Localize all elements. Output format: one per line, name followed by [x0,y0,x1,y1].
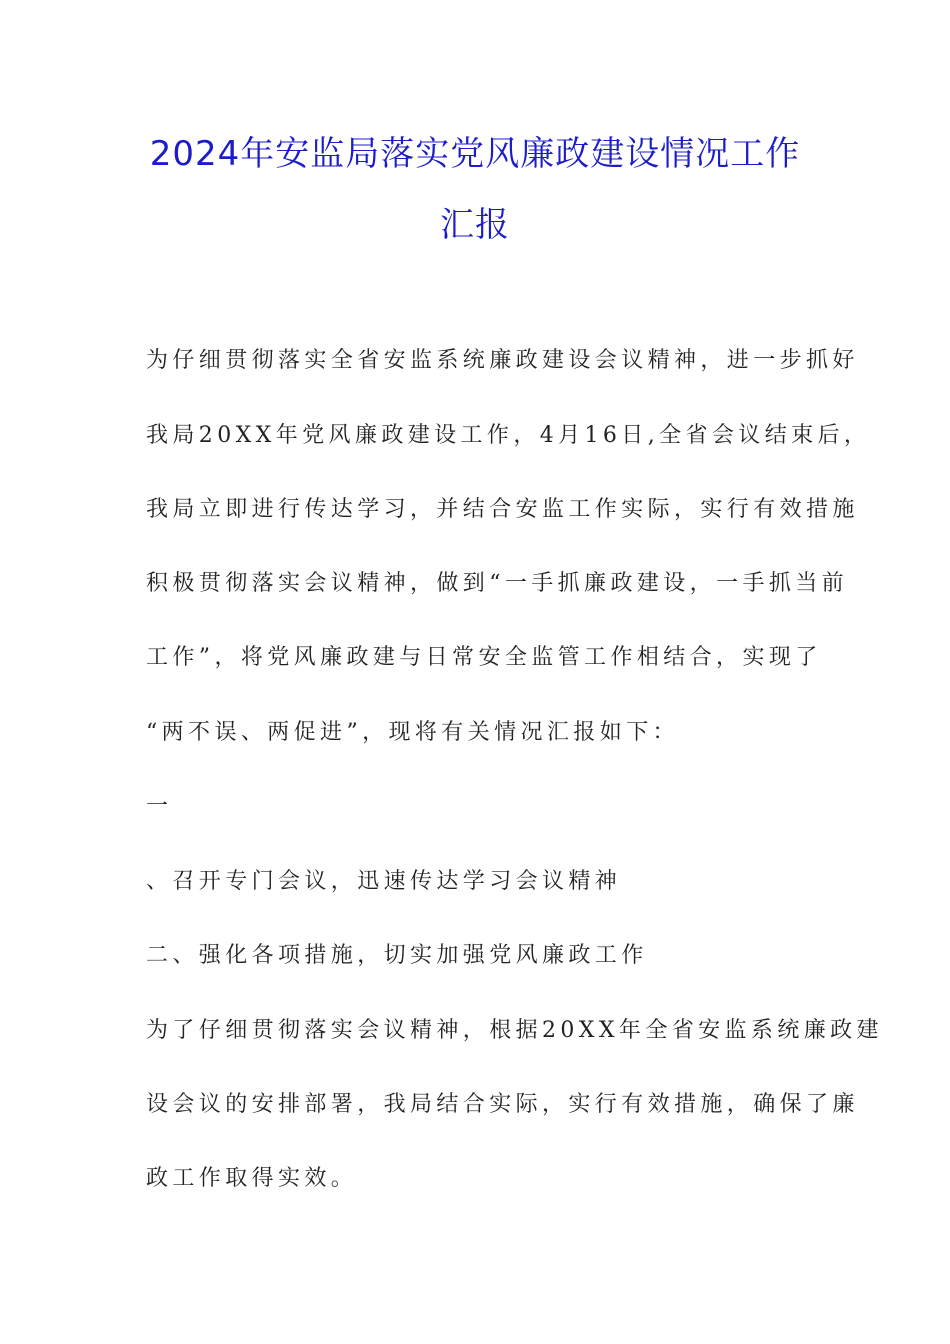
body-line-5: 工作”，将党风廉政建与日常安全监管工作相结合，实现了 [146,645,822,670]
section-heading-two: 二、强化各项措施，切实加强党风廉政工作 [146,943,648,968]
body-line-9: 政工作取得实效。 [146,1166,358,1191]
body-line-4: 积极贯彻落实会议精神，做到“一手抓廉政建设，一手抓当前 [146,571,849,596]
document-title-line-2: 汇报 [440,205,510,245]
body-line-7: 为了仔细贯彻落实会议精神，根据20XX年全省安监系统廉政建 [146,1018,883,1043]
section-number-one: 一 [146,794,173,819]
body-line-6: “两不误、两促进”，现将有关情况汇报如下： [146,720,679,745]
document-title-line-1: 2024年安监局落实党风廉政建设情况工作 [149,134,801,174]
section-heading-one: 、召开专门会议，迅速传达学习会议精神 [146,869,622,894]
body-line-2: 我局20XX年党风廉政建设工作，4月16日,全省会议结束后， [146,423,871,448]
body-line-3: 我局立即进行传达学习，并结合安监工作实际，实行有效措施 [146,497,859,522]
body-line-1: 为仔细贯彻落实全省安监系统廉政建设会议精神，进一步抓好 [146,348,859,373]
body-line-8: 设会议的安排部署，我局结合实际，实行有效措施，确保了廉 [146,1092,859,1117]
